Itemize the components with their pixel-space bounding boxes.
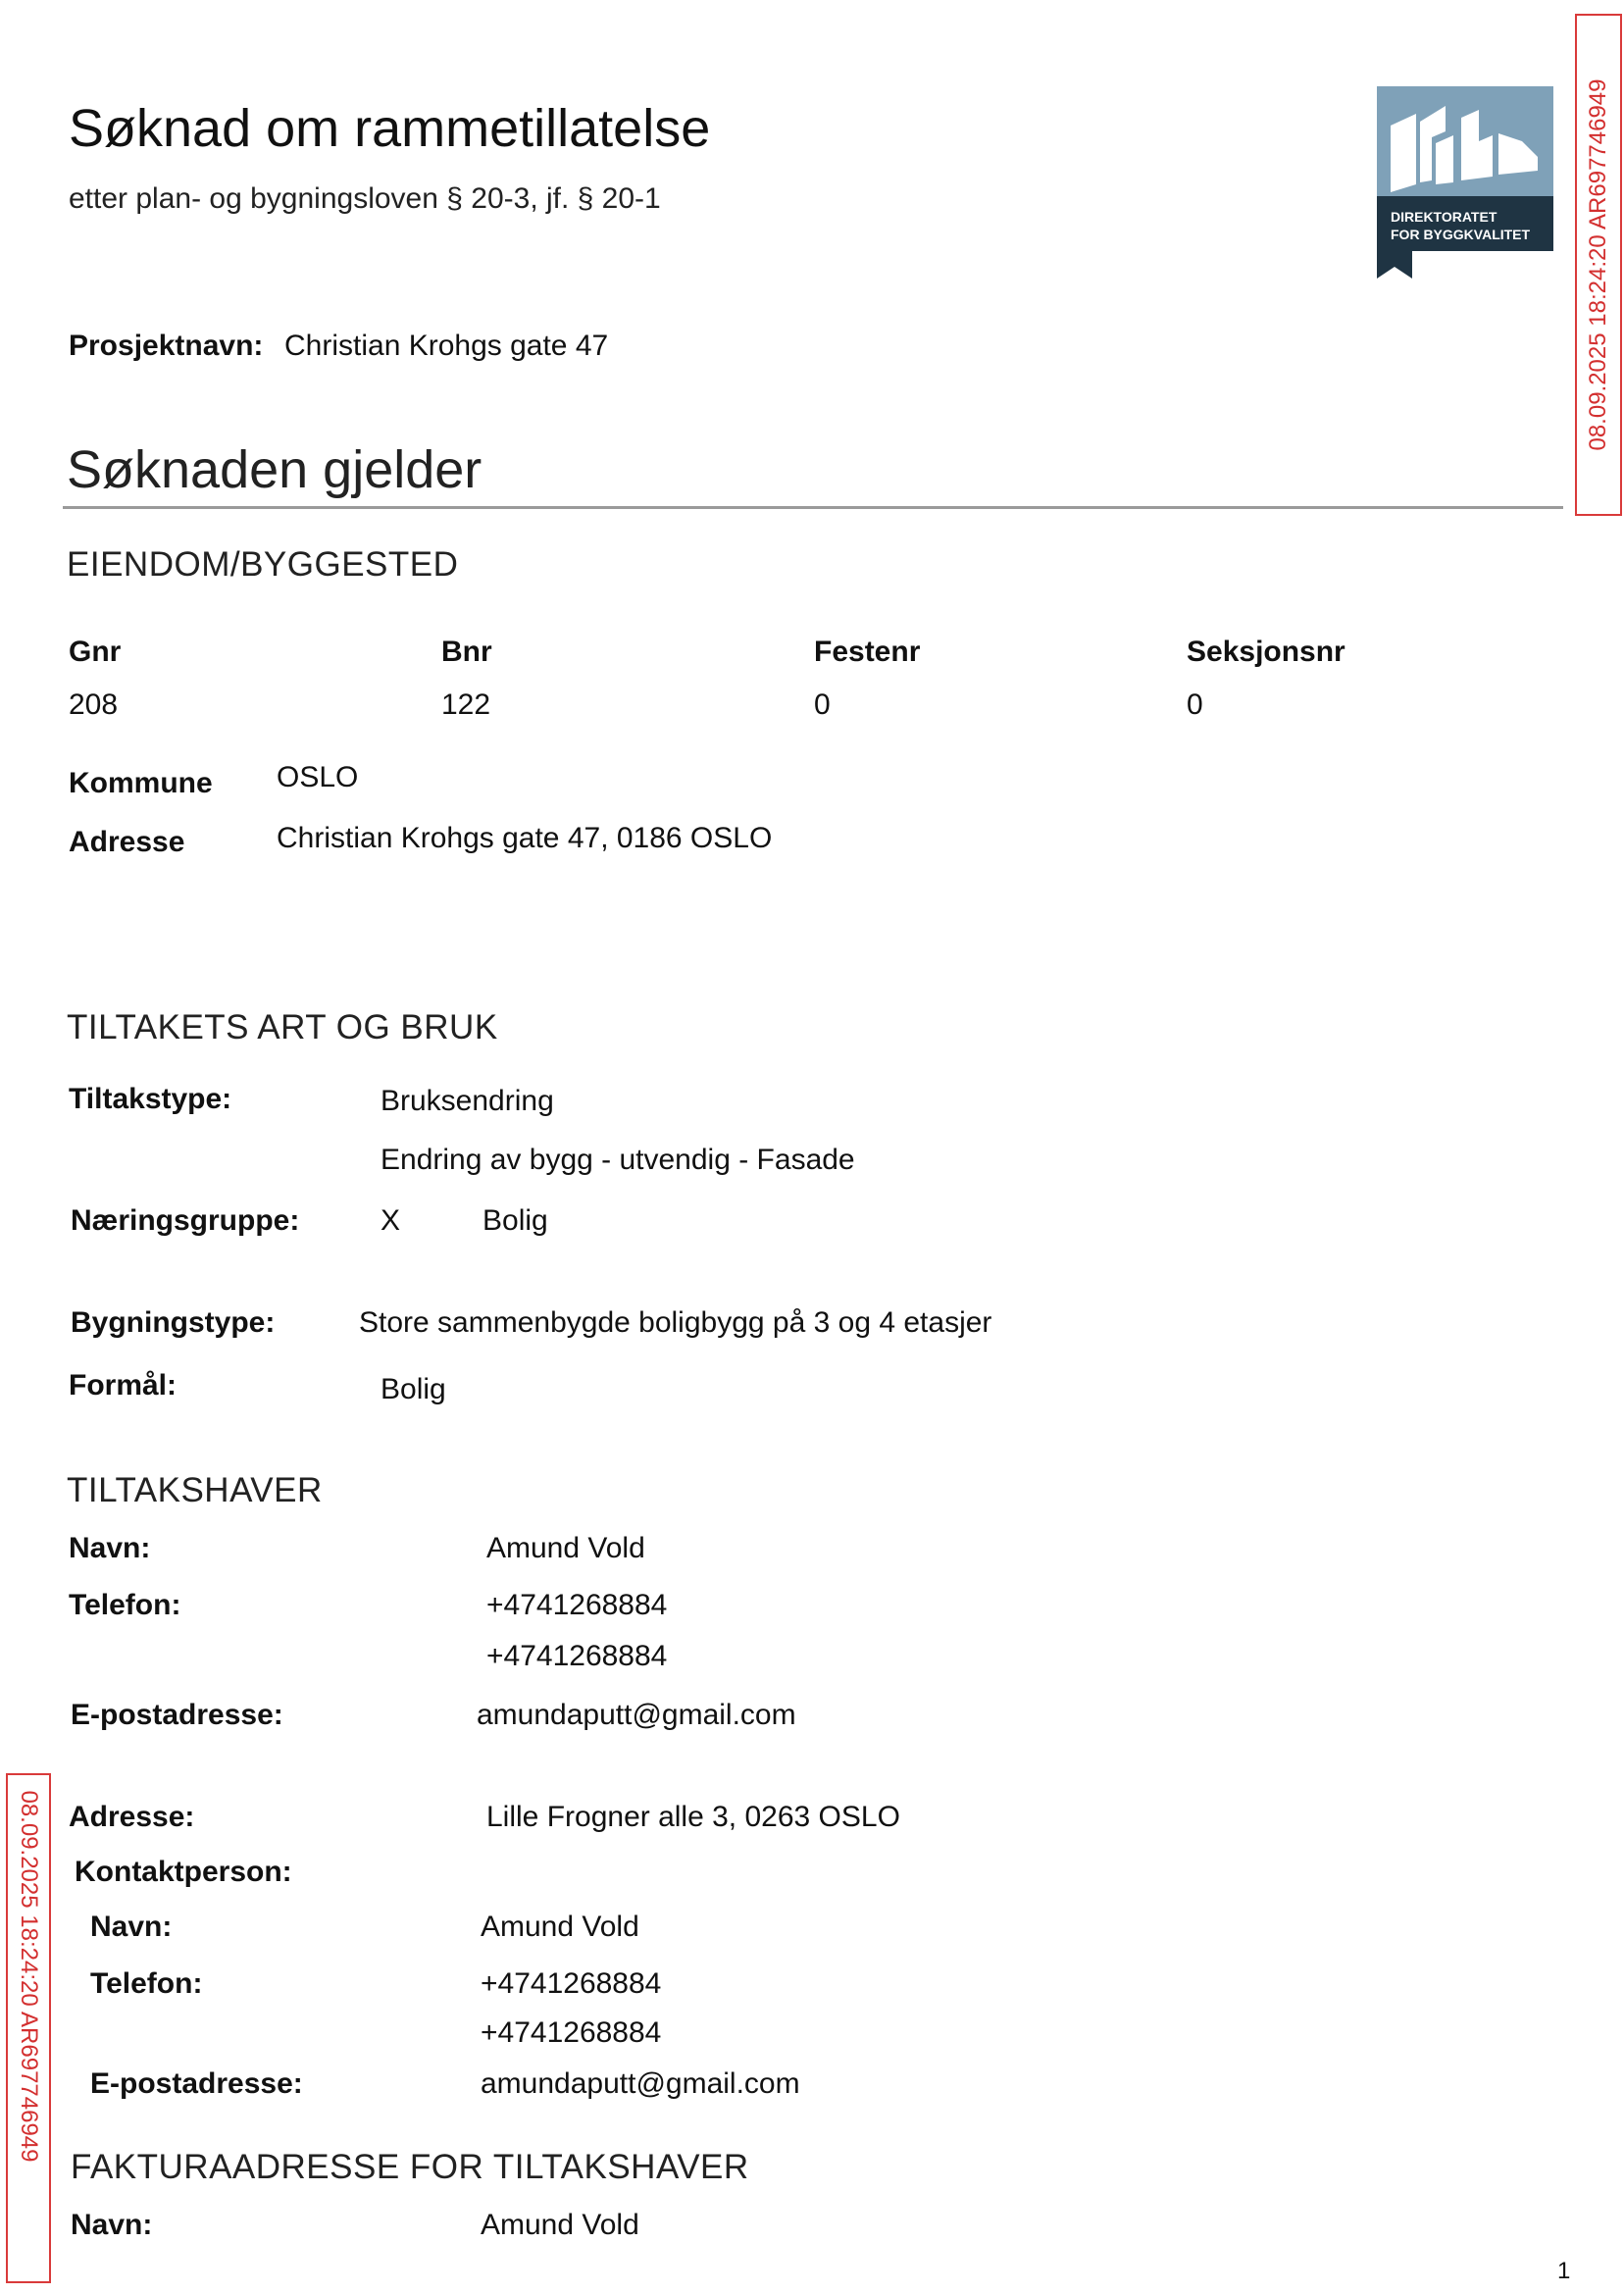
logo-text-line1: DIREKTORATET [1391, 209, 1497, 225]
section-divider [63, 506, 1563, 509]
naeringsgruppe-value: Bolig [482, 1204, 548, 1237]
timestamp-stamp-top [1575, 14, 1622, 516]
document-subtitle: etter plan- og bygningsloven § 20-3, jf. § 20-1 [69, 182, 661, 215]
tiltakshaver-adresse-label: Adresse: [69, 1801, 195, 1833]
gnr-value: 208 [69, 688, 119, 721]
tiltakshaver-heading: TILTAKSHAVER [67, 1471, 323, 1509]
section-title: Søknaden gjelder [67, 440, 482, 499]
tiltakstype-value-2: Endring av bygg - utvendig - Fasade [381, 1144, 855, 1176]
adresse-label: Adresse [69, 826, 185, 858]
project-name-label: Prosjektnavn: [69, 330, 264, 362]
dibk-logo-icon [1377, 86, 1553, 279]
tiltak-heading: TILTAKETS ART OG BRUK [67, 1008, 498, 1046]
bnr-header: Bnr [441, 636, 492, 668]
tiltakshaver-telefon-value-1: +4741268884 [486, 1589, 668, 1621]
gnr-header: Gnr [69, 636, 122, 668]
festenr-header: Festenr [814, 636, 921, 668]
kontakt-navn-value: Amund Vold [481, 1911, 639, 1943]
timestamp-stamp-left-text: 08.09.2025 18:24:20 AR697746949 [16, 1790, 42, 2163]
kontaktperson-label: Kontaktperson: [75, 1856, 292, 1888]
timestamp-stamp-left [6, 1773, 51, 2283]
faktura-heading: FAKTURAADRESSE FOR TILTAKSHAVER [71, 2148, 749, 2186]
seksjonsnr-value: 0 [1187, 688, 1203, 721]
adresse-value: Christian Krohgs gate 47, 0186 OSLO [277, 822, 773, 854]
project-name-value: Christian Krohgs gate 47 [284, 330, 609, 362]
naeringsgruppe-code: X [381, 1204, 401, 1237]
timestamp-stamp-top-text: 08.09.2025 18:24:20 AR697746949 [1585, 78, 1611, 451]
kontakt-navn-label: Navn: [90, 1911, 173, 1943]
kontakt-epost-value: amundaputt@gmail.com [481, 2067, 800, 2100]
naeringsgruppe-label: Næringsgruppe: [71, 1204, 300, 1237]
faktura-navn-value: Amund Vold [481, 2209, 639, 2241]
kommune-value: OSLO [277, 761, 359, 793]
tiltakshaver-epost-value: amundaputt@gmail.com [477, 1699, 796, 1731]
bygningstype-label: Bygningstype: [71, 1306, 276, 1339]
tiltakshaver-adresse-value: Lille Frogner alle 3, 0263 OSLO [486, 1801, 900, 1833]
festenr-value: 0 [814, 688, 831, 721]
seksjonsnr-header: Seksjonsnr [1187, 636, 1345, 668]
kontakt-telefon-label: Telefon: [90, 1967, 203, 2000]
faktura-navn-label: Navn: [71, 2209, 153, 2241]
dibk-logo [1377, 86, 1553, 279]
tiltakstype-value-1: Bruksendring [381, 1085, 554, 1117]
formal-value: Bolig [381, 1373, 446, 1405]
logo-text-line2: FOR BYGGKVALITET [1391, 227, 1531, 242]
kontakt-epost-label: E-postadresse: [90, 2067, 303, 2100]
bnr-value: 122 [441, 688, 491, 721]
tiltakshaver-navn-value: Amund Vold [486, 1532, 645, 1564]
kontakt-telefon-value-1: +4741268884 [481, 1967, 662, 2000]
formal-label: Formål: [69, 1369, 178, 1402]
eiendom-heading: EIENDOM/BYGGESTED [67, 545, 459, 584]
tiltakshaver-telefon-value-2: +4741268884 [486, 1640, 668, 1672]
tiltakshaver-epost-label: E-postadresse: [71, 1699, 283, 1731]
kontakt-telefon-value-2: +4741268884 [481, 2016, 662, 2049]
kommune-label: Kommune [69, 767, 213, 799]
document-title: Søknad om rammetillatelse [69, 99, 711, 158]
tiltakshaver-telefon-label: Telefon: [69, 1589, 181, 1621]
bygningstype-value: Store sammenbygde boligbygg på 3 og 4 etasjer [359, 1306, 992, 1339]
tiltakshaver-navn-label: Navn: [69, 1532, 151, 1564]
tiltakstype-label: Tiltakstype: [69, 1083, 232, 1115]
page-number: 1 [1557, 2258, 1571, 2284]
